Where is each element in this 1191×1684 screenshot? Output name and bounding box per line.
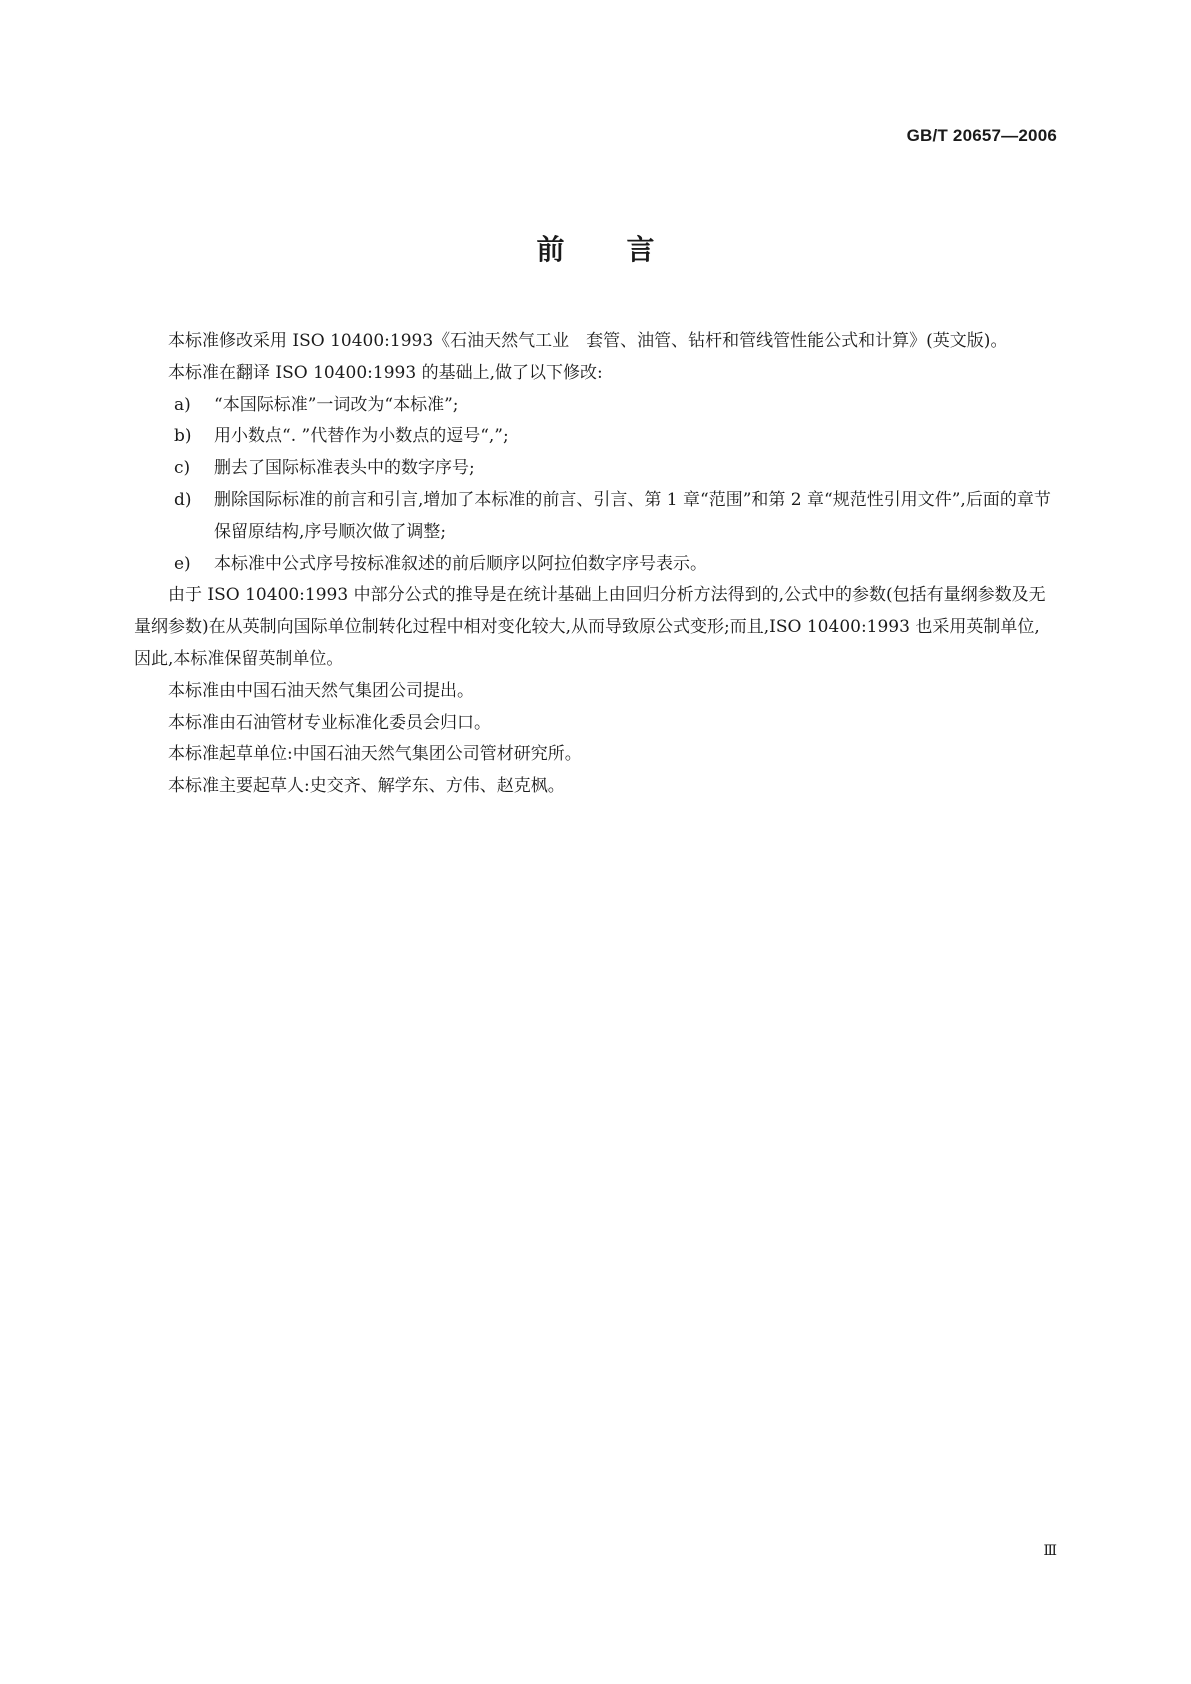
list-item-text: 删去了国际标准表头中的数字序号; <box>214 458 475 479</box>
list-item-marker: e) <box>174 553 191 574</box>
list-item <box>134 549 1056 581</box>
list-item-marker: c) <box>174 458 191 479</box>
list-item-marker: d) <box>174 489 192 510</box>
page-title <box>0 228 1191 268</box>
paragraph-drafters: 本标准主要起草人:史交齐、解学东、方伟、赵克枫。 <box>168 776 565 797</box>
list-item <box>134 390 1056 422</box>
list-item-text: “本国际标准”一词改为“本标准”; <box>214 394 459 415</box>
foreword-body <box>134 326 1056 803</box>
list-item <box>134 453 1056 485</box>
title-char-2: 言 <box>626 233 655 266</box>
list-item-text: 用小数点“. ”代替作为小数点的逗号“,”; <box>214 426 509 447</box>
paragraph-committee: 本标准由石油管材专业标准化委员会归口。 <box>168 712 491 733</box>
title-char-1: 前 <box>536 233 565 266</box>
paragraph-reason: 由于 ISO 10400:1993 中部分公式的推导是在统计基础上由回归分析方法得到的,公式中的参数(包括有量纲参数及无量纲参数)在从英制向国际单位制转化过程中相对变化较大,从而导致原公式变形;而且,ISO 10400:1993 也采用英制单位,因此,本标准保留英制单位。 <box>134 585 1046 669</box>
paragraph-intro: 本标准修改采用 ISO 10400:1993《石油天然气工业 套管、油管、钻杆和管线管性能公式和计算》(英文版)。 <box>168 331 1008 351</box>
standard-number: GB/T 20657—2006 <box>906 126 1057 145</box>
page-number: Ⅲ <box>1043 1544 1057 1559</box>
list-item-marker: b) <box>174 426 192 447</box>
list-item-marker: a) <box>174 394 191 415</box>
paragraph-drafting-unit: 本标准起草单位:中国石油天然气集团公司管材研究所。 <box>168 744 582 765</box>
list-item <box>134 485 1056 549</box>
list-item <box>134 421 1056 453</box>
list-item-text: 本标准中公式序号按标准叙述的前后顺序以阿拉伯数字序号表示。 <box>214 553 707 574</box>
paragraph-modifications-lead: 本标准在翻译 ISO 10400:1993 的基础上,做了以下修改: <box>168 362 603 383</box>
paragraph-proposer: 本标准由中国石油天然气集团公司提出。 <box>168 680 474 701</box>
list-item-text: 删除国际标准的前言和引言,增加了本标准的前言、引言、第 1 章“范围”和第 2 章“规范性引用文件”,后面的章节保留原结构,序号顺次做了调整; <box>214 489 1051 542</box>
